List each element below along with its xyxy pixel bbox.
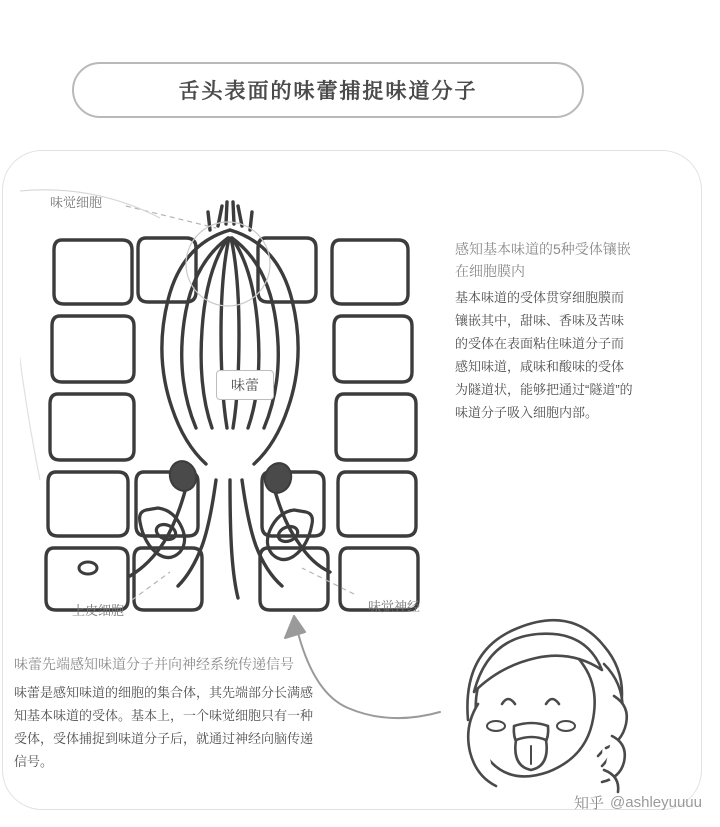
right-annotation-block [455,238,635,424]
taste-bud-diagram-svg [20,180,440,630]
page-title-pill [72,62,584,118]
bottom-annotation-heading: 味蕾先端感知味道分子并向神经系统传递信号 [14,656,294,672]
taste-bud-diagram [20,180,440,630]
bottom-annotation-block [14,652,314,773]
label-taste-nerve: 味觉神经 [368,599,421,614]
label-taste-bud: 味蕾 [216,370,274,400]
leader-lines [126,206,354,600]
watermark-user: @ashleyuuuu [610,794,702,811]
label-epithelial-cell: 上皮细胞 [72,603,125,618]
bottom-annotation-body: 味蕾是感知味道的细胞的集合体，其先端部分长满感知基本味道的受体。基本上，一个味觉细胞只有一种受体，受体捕捉到味道分子后，就通过神经向脑传递信号。 [14,685,314,769]
right-annotation-heading: 感知基本味道的5种受体镶嵌在细胞膜内 [455,241,631,279]
zhihu-logo: 知乎 [574,795,605,812]
label-taste-cell: 味觉细胞 [50,195,103,210]
right-annotation-body: 基本味道的受体贯穿细胞膜而镶嵌其中，甜味、香味及苦味的受体在表面粘住味道分子而感知味道，咸味和酸味的受体为隧道状，能够把通过“隧道”的味道分子吸入细胞内部。 [455,290,633,420]
girl-illustration [428,600,658,810]
watermark [574,792,702,813]
page-title: 舌头表面的味蕾捕捉味道分子 [178,80,478,103]
tongue-side-arc [20,200,40,480]
